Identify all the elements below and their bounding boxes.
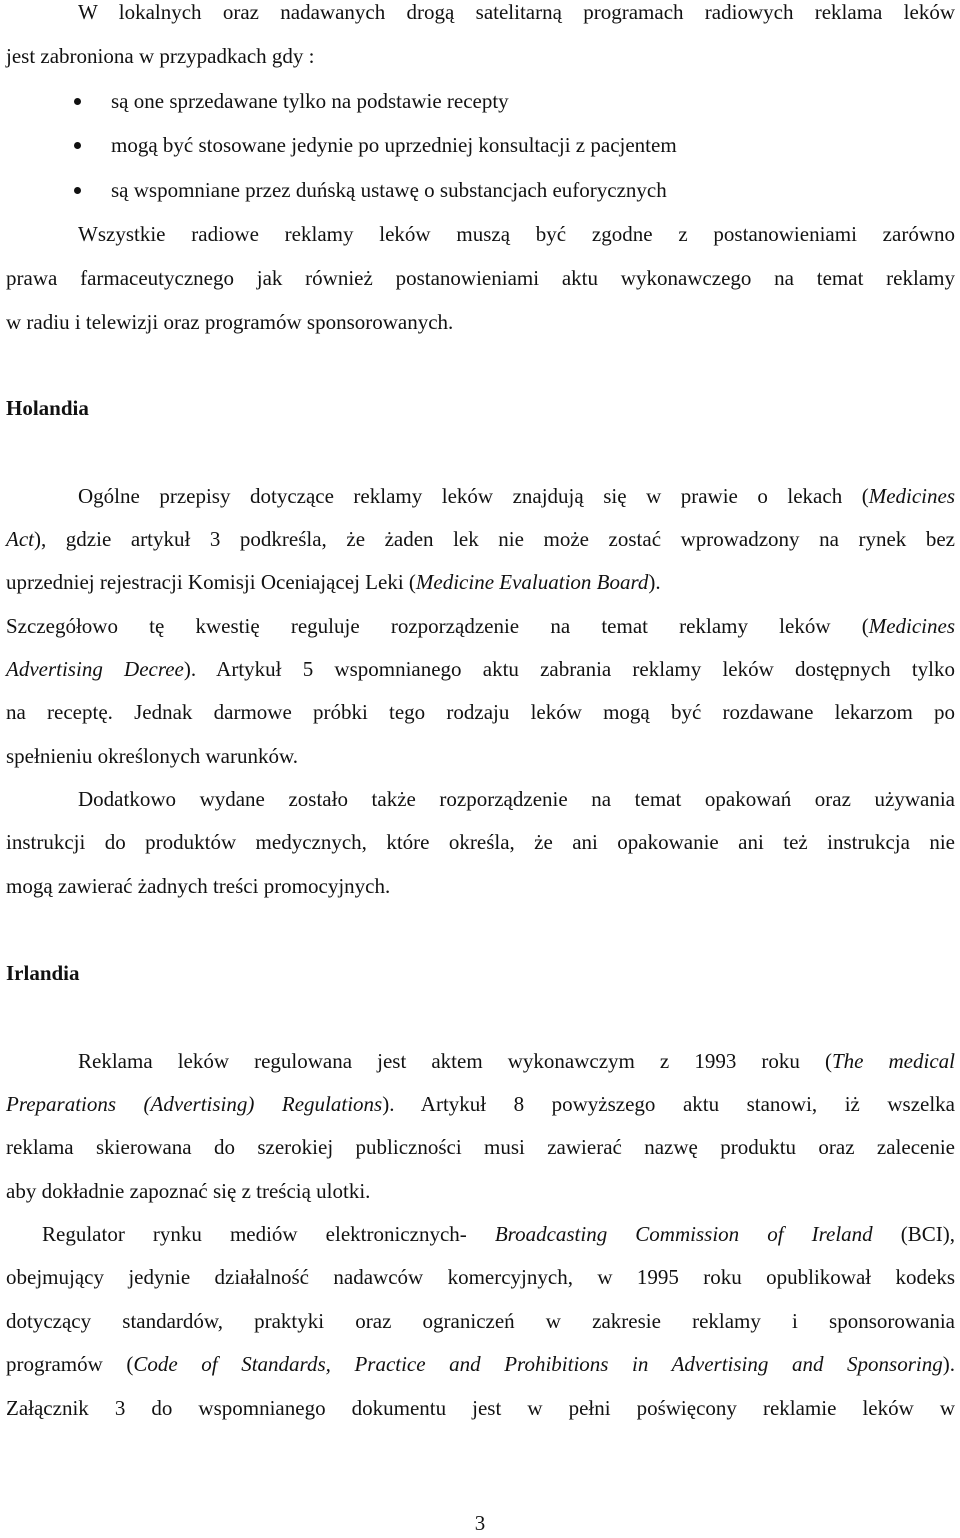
text-line: Preparations (Advertising) Regulations). Artykuł 8 powyższego aktu stanowi, iż wszelka	[6, 1092, 955, 1116]
text-line: W lokalnych oraz nadawanych drogą satelitarną programach radiowych reklama leków	[78, 0, 955, 24]
text-line: Szczegółowo tę kwestię reguluje rozporządzenie na temat reklamy leków (Medicines	[6, 614, 955, 638]
text-line: aby dokładnie zapoznać się z treścią ulotki.	[6, 1179, 371, 1203]
text-line: Załącznik 3 do wspomnianego dokumentu jest w pełni poświęcony reklamie leków w	[6, 1396, 955, 1420]
section-heading-holandia: Holandia	[6, 396, 89, 420]
section-heading-irlandia: Irlandia	[6, 961, 80, 985]
bullet-icon	[74, 98, 81, 105]
text-line: reklama skierowana do szerokiej publiczności musi zawierać nazwę produktu oraz zalecenie	[6, 1135, 955, 1159]
bullet-icon	[74, 187, 81, 194]
text-line: mogą zawierać żadnych treści promocyjnych.	[6, 874, 391, 898]
text-line: w radiu i telewizji oraz programów sponsorowanych.	[6, 310, 454, 334]
text-line: dotyczący standardów, praktyki oraz ograniczeń w zakresie reklamy i sponsorowania	[6, 1309, 955, 1333]
text-line: na receptę. Jednak darmowe próbki tego rodzaju leków mogą być rozdawane lekarzom po	[6, 700, 955, 724]
text-line: instrukcji do produktów medycznych, które określa, że ani opakowanie ani też instrukcja nie	[6, 830, 955, 854]
text-line: uprzedniej rejestracji Komisji Oceniającej Leki (Medicine Evaluation Board).	[6, 570, 661, 594]
page-number: 3	[474, 1511, 486, 1535]
text-line: Regulator rynku mediów elektronicznych- Broadcasting Commission of Ireland (BCI),	[42, 1222, 955, 1246]
text-line: Ogólne przepisy dotyczące reklamy leków znajdują się w prawie o lekach (Medicines	[78, 484, 955, 508]
list-item: mogą być stosowane jedynie po uprzedniej konsultacji z pacjentem	[111, 133, 677, 157]
text-line: Reklama leków regulowana jest aktem wykonawczym z 1993 roku (The medical	[78, 1049, 955, 1073]
text-line: jest zabroniona w przypadkach gdy :	[6, 44, 315, 68]
text-line: Dodatkowo wydane zostało także rozporządzenie na temat opakowań oraz używania	[78, 787, 955, 811]
bullet-icon	[74, 142, 81, 149]
text-line: Wszystkie radiowe reklamy leków muszą być zgodne z postanowieniami zarówno	[78, 222, 955, 246]
text-line: prawa farmaceutycznego jak również postanowieniami aktu wykonawczego na temat reklamy	[6, 266, 955, 290]
list-item: są one sprzedawane tylko na podstawie recepty	[111, 89, 509, 113]
text-line: spełnieniu określonych warunków.	[6, 744, 298, 768]
text-line: programów (Code of Standards, Practice and Prohibitions in Advertising and Sponsoring).	[6, 1352, 955, 1376]
text-line: obejmujący jedynie działalność nadawców komercyjnych, w 1995 roku opublikował kodeks	[6, 1265, 955, 1289]
text-line: Advertising Decree). Artykuł 5 wspomnianego aktu zabrania reklamy leków dostępnych tylko	[6, 657, 955, 681]
text-line: Act), gdzie artykuł 3 podkreśla, że żaden lek nie może zostać wprowadzony na rynek bez	[6, 527, 955, 551]
list-item: są wspomniane przez duńską ustawę o substancjach euforycznych	[111, 178, 667, 202]
